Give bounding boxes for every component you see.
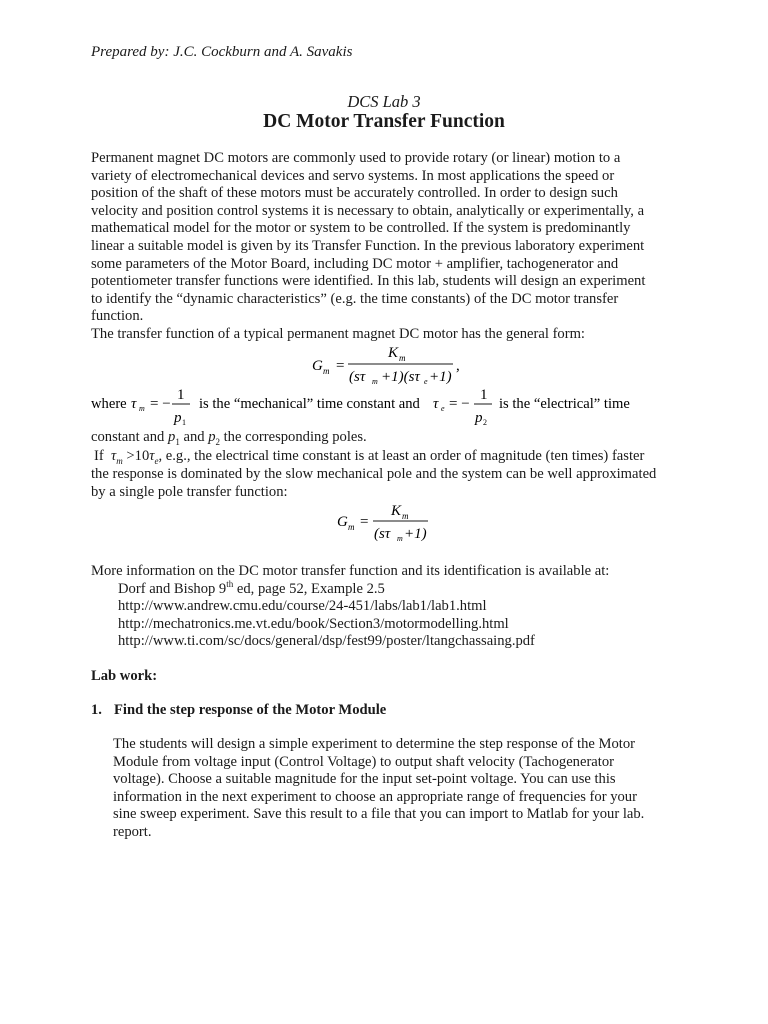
eq1-den-mid-sub: e [424, 377, 428, 386]
p1-denominator: p [174, 410, 182, 426]
lab-item-line: Module from voltage input (Control Voltage) to output shaft velocity (Tachogenerator [113, 753, 614, 770]
tau-m-eq: = − [150, 396, 171, 412]
eq2-den-left: (sτ [374, 526, 391, 542]
intro-line: position of the shaft of these motors must be accurately controlled. In order to design such [91, 185, 618, 202]
single-pole-equation [325, 498, 445, 544]
lab-number: DCS Lab 3 [347, 92, 421, 111]
eq1-numerator-sub: m [399, 353, 406, 363]
eq1-den-right: +1) [429, 369, 452, 385]
lab-item-heading [91, 702, 387, 720]
intro-line: Permanent magnet DC motors are commonly used to provide rotary (or linear) motion to a [91, 150, 621, 166]
eq2-lhs-sub: m [348, 522, 355, 532]
lab-work-heading: Lab work: [91, 668, 158, 684]
eq1-lhs-sub: m [323, 366, 330, 376]
eq2-numerator: K [391, 503, 402, 519]
intro-line: linear a suitable model is given by its Transfer Function. In the previous laboratory experiment [91, 238, 645, 254]
mechanical-text: is the “mechanical” time constant and [199, 396, 420, 412]
p2-denominator: p [475, 410, 483, 426]
eq1-den-mid: +1)(sτ [381, 369, 420, 385]
eq2-numerator-sub: m [402, 511, 409, 521]
electrical-text: is the “electrical” time [499, 396, 630, 412]
if-condition-line: If $\tau_m >10\tau_e$, e.g., the electrical time constant is at least an order of magnitude (ten times) faster [94, 448, 645, 466]
time-constants-definition [88, 384, 688, 430]
if-line-2: the response is dominated by the slow mechanical pole and the system can be well approximated [91, 466, 657, 482]
lab-item-line: report. [113, 824, 152, 840]
eq1-trailing: , [456, 358, 460, 374]
p1-denominator-sub: 1 [182, 418, 186, 427]
intro-line: potentiometer transfer functions were identified. In this lab, students will design an experiment [91, 273, 646, 290]
lab-item-line: information in the next experiment to choose an appropriate range of frequencies for your [113, 788, 637, 805]
eq1-lhs: G [312, 358, 323, 374]
p2-denominator-sub: 2 [483, 418, 487, 427]
eq1-den-left: (sτ [349, 369, 366, 385]
lab-item-number: 1. [91, 702, 102, 718]
general-form-sentence: The transfer function of a typical permanent magnet DC motor has the general form: [91, 326, 585, 342]
svg-text:=: = [336, 358, 345, 374]
eq2-den-right: +1) [404, 526, 427, 542]
reference-link[interactable]: http://www.ti.com/sc/docs/general/dsp/fest99/poster/ltangchassaing.pdf [118, 633, 535, 650]
reference-link[interactable]: http://mechatronics.me.vt.edu/book/Section3/motormodelling.html [118, 615, 509, 632]
lab-item-line: sine sweep experiment. Save this result to a file that you can import to Matlab for your lab. [113, 806, 645, 823]
tau-m: τ [131, 396, 137, 412]
eq2-lhs: G [337, 514, 348, 530]
eq1-den-left-sub: m [372, 377, 378, 386]
more-info-intro: More information on the DC motor transfer function and its identification is available at: [91, 563, 610, 579]
tau-e: τ [433, 396, 439, 412]
svg-text:=: = [360, 514, 369, 530]
intro-line: mathematical model for the motor or system to be controlled. If the system is predominantly [91, 220, 631, 237]
intro-line: function. [91, 308, 144, 325]
intro-line: velocity and position control systems it is necessary to obtain, analytically or experimentally, a [91, 202, 645, 219]
tau-e-eq: = − [449, 396, 470, 412]
lab-item-line: The students will design a simple experiment to determine the step response of the Motor [113, 736, 636, 752]
intro-line: to identify the “dynamic characteristics” (e.g. the time constants) of the DC motor transfer [91, 290, 619, 307]
tau-e-sub: e [441, 404, 445, 413]
tau-e-num: 1 [480, 387, 488, 403]
page-title: DC Motor Transfer Function [263, 111, 505, 132]
eq2-den-left-sub: m [397, 534, 403, 543]
reference-book: Dorf and Bishop 9th ed, page 52, Example 2.5 [118, 578, 385, 597]
reference-link[interactable]: http://www.andrew.cmu.edu/course/24-451/labs/lab1/lab1.html [118, 598, 487, 615]
intro-line: some parameters of the Motor Board, including DC motor + amplifier, tachogenerator and [91, 255, 619, 272]
intro-line: variety of electromechanical devices and servo systems. In most applications the speed or [91, 167, 615, 184]
lab-item-line: voltage). Choose a suitable magnitude for the input set-point voltage. You can use this [113, 771, 616, 788]
prepared-by: Prepared by: J.C. Cockburn and A. Savakis [91, 44, 353, 60]
eq1-numerator: K [388, 345, 399, 361]
tau-m-num: 1 [177, 387, 185, 403]
constant-line: constant and $p_1$ and $p_2$ the corresponding poles. [91, 429, 367, 447]
lab-item-title: Find the step response of the Motor Module [114, 702, 387, 718]
tau-m-sub: m [139, 404, 145, 413]
where-word: where [91, 396, 127, 412]
if-line-3: by a single pole transfer function: [91, 483, 288, 500]
transfer-function-equation [300, 340, 470, 386]
